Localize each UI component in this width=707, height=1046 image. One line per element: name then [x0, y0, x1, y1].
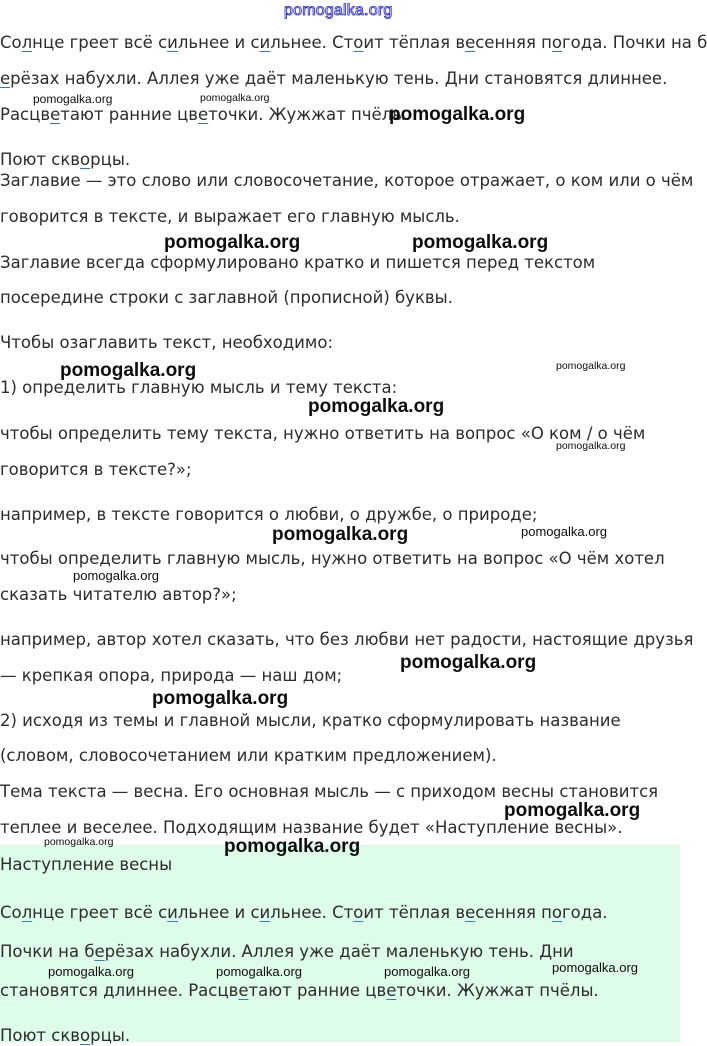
answer-line-1: Солнце греет всё сильнее и сильнее. Стоит тёплая весенняя погода.: [0, 903, 608, 922]
watermark: pomogalka.org: [400, 652, 537, 673]
watermark: pomogalka.org: [556, 440, 626, 452]
theory-p2a: Заглавие всегда сформулировано кратко и пишется перед текстом: [0, 253, 596, 272]
theory-p10a: Тема текста — весна. Его основная мысль — с приходом весны становится: [0, 782, 659, 801]
theory-p8a: например, автор хотел сказать, что без любви нет радости, настоящие друзья: [0, 630, 694, 649]
answer-line-4-clipped: [0, 1026, 200, 1045]
theory-p5b: говорится в тексте?»;: [0, 460, 192, 479]
watermark: pomogalka.org: [308, 396, 445, 417]
theory-p1b: говорится в тексте, и выражает его главную мысль.: [0, 207, 460, 226]
answer-line-2: Почки на берёзах набухли. Аллея уже даёт маленькую тень. Дни: [0, 942, 574, 961]
theory-p5a: чтобы определить тему текста, нужно ответить на вопрос «О ком / о чём: [0, 424, 646, 443]
theory-p7b: сказать читателю автор?»;: [0, 585, 237, 604]
watermark: pomogalka.org: [521, 524, 607, 539]
theory-p2b: посередине строки с заглавной (прописной) буквы.: [0, 288, 453, 307]
watermark: pomogalka.org: [73, 568, 159, 583]
watermark: pomogalka.org: [272, 524, 409, 545]
excerpt-line-4: Поют скворцы.: [0, 150, 131, 169]
watermark: pomogalka.org: [224, 836, 361, 857]
watermark: pomogalka.org: [504, 800, 641, 821]
watermark: pomogalka.org: [152, 688, 289, 709]
theory-p1a: Заглавие — это слово или словосочетание, которое отражает, о ком или о чём: [0, 171, 694, 190]
theory-p6: например, в тексте говорится о любви, о дружбе, о природе;: [0, 505, 538, 524]
theory-p3: Чтобы озаглавить текст, необходимо:: [0, 333, 334, 352]
watermark: pomogalka.org: [33, 92, 113, 106]
excerpt-line-3: Расцветают ранние цветочки. Жужжат пчёлы.: [0, 105, 411, 124]
watermark: pomogalka.org: [164, 232, 301, 253]
excerpt-line-2: ерёзах набухли. Аллея уже даёт маленькую тень. Дни становятся длиннее.: [0, 69, 668, 88]
theory-p9a: 2) исходя из темы и главной мысли, кратко сформулировать название: [0, 711, 621, 730]
watermark: pomogalka.org: [60, 360, 197, 381]
answer-title: Наступление весны: [0, 855, 173, 874]
answer-line-3: становятся длиннее. Расцветают ранние цветочки. Жужжат пчёлы.: [0, 981, 599, 1000]
answer-line-4: Поют скворцы.: [0, 1026, 131, 1045]
theory-p7a: чтобы определить главную мысль, нужно ответить на вопрос «О чём хотел: [0, 549, 665, 568]
watermark: pomogalka.org: [552, 960, 638, 975]
watermark: pomogalka.org: [200, 92, 270, 104]
excerpt-line-4-clipped: [0, 150, 200, 169]
watermark: pomogalka.org: [556, 360, 626, 372]
excerpt-line-1: Солнце греет всё сильнее и сильнее. Стоит тёплая весенняя погода. Почки на б: [0, 33, 707, 52]
watermark: pomogalka.org: [216, 964, 302, 979]
watermark: pomogalka.org: [44, 836, 114, 848]
watermark: pomogalka.org: [389, 104, 526, 125]
theory-p8b: — крепкая опора, природа — наш дом;: [0, 666, 343, 685]
watermark-top: pomogalka.org: [284, 2, 393, 19]
watermark: pomogalka.org: [384, 964, 470, 979]
theory-p10b: теплее и веселее. Подходящим название будет «Наступление весны».: [0, 818, 623, 837]
theory-p4: 1) определить главную мысль и тему текста:: [0, 378, 398, 397]
watermark: pomogalka.org: [412, 232, 549, 253]
theory-p9b: (словом, словосочетанием или кратким предложением).: [0, 746, 497, 765]
watermark: pomogalka.org: [48, 964, 134, 979]
